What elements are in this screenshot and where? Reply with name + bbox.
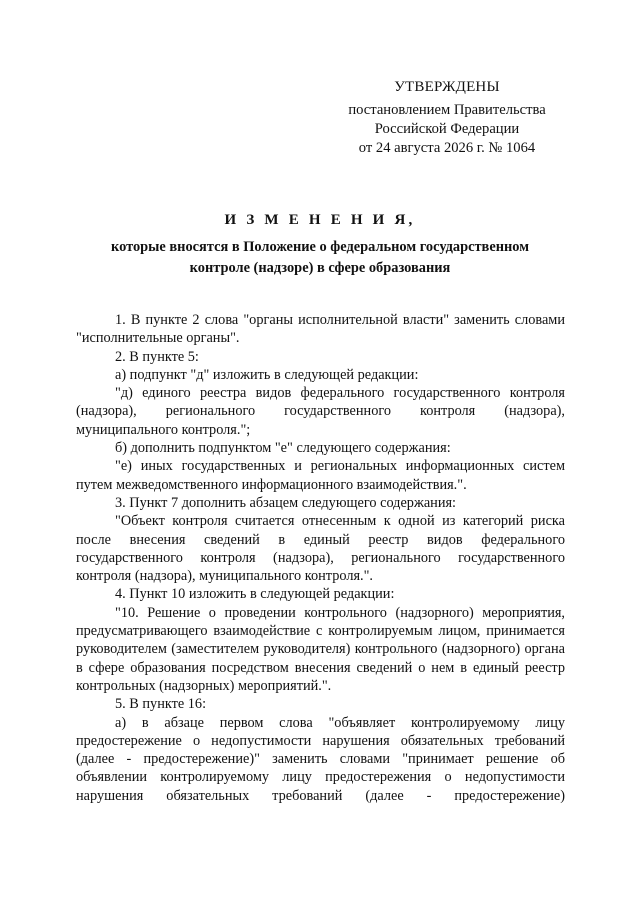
- document-body: [76, 311, 565, 805]
- paragraph-quote-4: "10. Решение о проведении контрольного (надзорного) мероприятия, предусматривающего взаимодействие с контролируемым лицом, принимается руководителем (заместителем руководителя) контрольного (надзорного) органа в сфере образования посредством внесения сведений о нем в единый реестр контрольных (надзорных) мероприятий.".: [76, 604, 565, 694]
- paragraph-subitem-2a: а) подпункт "д" изложить в следующей редакции:: [115, 366, 419, 383]
- document-subtitle-line-1: которые вносятся в Положение о федеральном государственном: [110, 239, 530, 255]
- paragraph-item-5: 5. В пункте 16:: [115, 696, 207, 713]
- paragraph-quote-2b: "е) иных государственных и региональных информационных систем путем межведомственного информационного взаимодействия.".: [76, 458, 565, 493]
- paragraph-subitem-2b: б) дополнить подпунктом "е" следующего содержания:: [115, 440, 451, 457]
- paragraph-item-3: 3. Пункт 7 дополнить абзацем следующего содержания:: [115, 494, 457, 511]
- document-heading: [80, 212, 560, 279]
- paragraph-quote-2a: "д) единого реестра видов федерального государственного контроля (надзора), регионального государственного контроля (надзора), муниципального контроля.";: [76, 385, 565, 438]
- paragraph-item-1: 1. В пункте 2 слова "органы исполнительной власти" заменить словами "исполнительные органы".: [76, 312, 565, 347]
- document-title: И З М Е Н Е Н И Я,: [224, 212, 416, 228]
- approval-line-3: от 24 августа 2026 г. № 1064: [358, 140, 536, 156]
- paragraph-quote-3: "Объект контроля считается отнесенным к одной из категорий риска после внесения сведений в единый реестр видов федерального государственного контроля (надзора), регионального государственного контроля (надзора), муниципального контроля.".: [76, 513, 565, 585]
- paragraph-subitem-5a: а) в абзаце первом слова "объявляет контролируемому лицу предостережение о недопустимости нарушения обязательных требований (далее - предостережение)" заменить словами "принимает решение об объявлении контролируемому лицу предостережения о недопустимости нарушения обязательных требований (далее - предостережение): [76, 714, 565, 804]
- paragraph-item-2: 2. В пункте 5:: [115, 348, 199, 365]
- paragraph-item-4: 4. Пункт 10 изложить в следующей редакции:: [115, 586, 395, 603]
- approval-line-1: постановлением Правительства: [348, 102, 546, 118]
- approval-line-2: Российской Федерации: [374, 121, 520, 137]
- document-subtitle-line-2: контроле (надзоре) в сфере образования: [189, 260, 451, 276]
- approval-title: УТВЕРЖДЕНЫ: [394, 79, 500, 95]
- approval-stamp: [340, 78, 554, 158]
